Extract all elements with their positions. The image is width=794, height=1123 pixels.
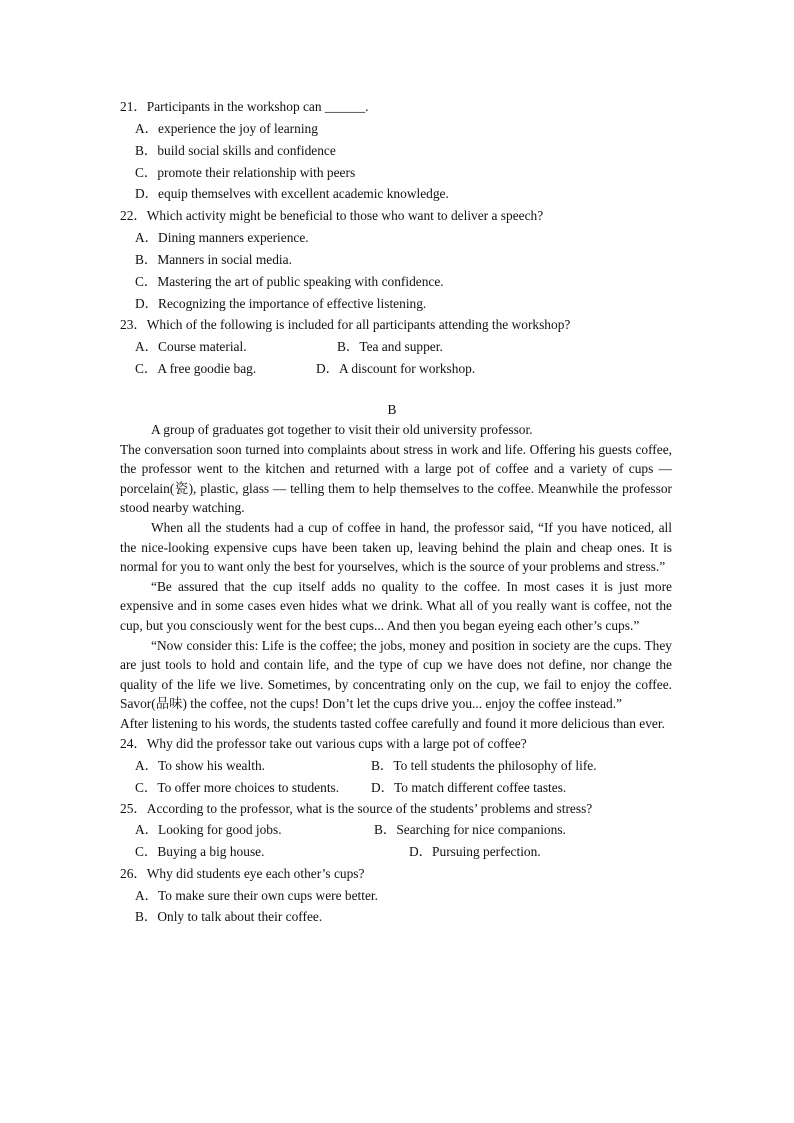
passage-paragraph: A group of graduates got together to visit their old university professor. xyxy=(151,421,533,437)
option-row xyxy=(120,358,672,380)
passage-paragraph: “Be assured that the cup itself adds no quality to the coffee. In most cases it is just more expensive and in some cases even hides what we drink. What all of you really want is coffee, not the cup, but you consciously went for the best cups... And then you began eyeing each other’s cups.” xyxy=(120,578,672,633)
option-d: D．equip themselves with excellent academic knowledge. xyxy=(135,186,449,202)
option-a: A．experience the joy of learning xyxy=(135,121,318,136)
question-25 xyxy=(120,799,672,863)
option-a: A．Course material. xyxy=(135,339,247,355)
question-24 xyxy=(120,733,672,799)
question-23 xyxy=(120,314,672,380)
option-b: B．build social skills and confidence xyxy=(135,142,336,158)
option-b: B．Manners in social media. xyxy=(135,251,292,267)
question-21 xyxy=(120,96,672,205)
question-stem: 24．Why did the professor take out various cups with a large pot of coffee? xyxy=(120,736,527,752)
passage-paragraph: The conversation soon turned into complaints about stress in work and life. Offering his guests coffee, the professor went to the kitchen and returned with a large pot of coffee and a variety of cups — porcelain(瓷), plastic, glass — telling them to help themselves to the coffee. Meanwhile the professor stood nearby watching. xyxy=(120,441,672,516)
option-b: B．Only to talk about their coffee. xyxy=(135,909,323,925)
passage xyxy=(120,420,672,734)
question-stem: 26．Why did students eye each other’s cups? xyxy=(120,865,365,881)
question-stem: 25．According to the professor, what is the source of the students’ problems and stress? xyxy=(120,801,593,817)
option-row xyxy=(120,336,672,358)
option-c: C．A free goodie bag. xyxy=(135,361,257,377)
question-22 xyxy=(120,205,672,314)
question-stem: 21．Participants in the workshop can ______. xyxy=(120,99,369,114)
option-row xyxy=(120,755,672,777)
option-c: C．Buying a big house. xyxy=(135,843,265,859)
option-d: D．A discount for workshop. xyxy=(316,361,476,377)
question-stem: 23．Which of the following is included for all participants attending the workshop? xyxy=(120,317,571,333)
passage-paragraph: When all the students had a cup of coffee in hand, the professor said, “If you have noticed, all the nice-looking expensive cups have been taken up, leaving behind the plain and cheap ones. It is normal for you to want only the best for yourselves, which is the source of your problems and stress.” xyxy=(120,519,672,575)
section-heading: B xyxy=(387,401,397,417)
option-a: A．Dining manners experience. xyxy=(135,230,309,246)
question-stem: 22．Which activity might be beneficial to those who want to deliver a speech? xyxy=(120,208,544,224)
option-row xyxy=(120,777,672,799)
option-a: A．To make sure their own cups were better. xyxy=(135,887,378,903)
option-c: C．promote their relationship with peers xyxy=(135,164,356,180)
passage-paragraph: After listening to his words, the students tasted coffee carefully and found it more delicious than ever. xyxy=(120,715,665,731)
option-d: D．To match different coffee tastes. xyxy=(371,780,567,796)
option-a: A．To show his wealth. xyxy=(135,758,265,774)
question-26 xyxy=(120,863,672,929)
option-b: B．Tea and supper. xyxy=(337,339,443,355)
passage-paragraph: “Now consider this: Life is the coffee; the jobs, money and position in society are the cups. They are just tools to hold and contain life, and the type of cup we have does not define, nor change the quality of the life we live. Sometimes, by concentrating only on the cup, we fail to enjoy the coffee. Savor(品味) the coffee, not the cups! Don’t let the cups drive you... enjoy the coffee instead.” xyxy=(120,637,672,712)
option-d: D．Pursuing perfection. xyxy=(409,843,541,859)
option-b: B．To tell students the philosophy of life. xyxy=(371,758,597,774)
option-row xyxy=(120,841,672,863)
option-c: C．Mastering the art of public speaking with confidence. xyxy=(135,273,444,289)
exam-page xyxy=(120,96,672,928)
option-d: D．Recognizing the importance of effective listening. xyxy=(135,295,427,311)
option-row xyxy=(120,819,672,841)
option-a: A．Looking for good jobs. xyxy=(135,822,282,838)
option-b: B．Searching for nice companions. xyxy=(374,822,566,838)
option-c: C．To offer more choices to students. xyxy=(135,780,340,796)
